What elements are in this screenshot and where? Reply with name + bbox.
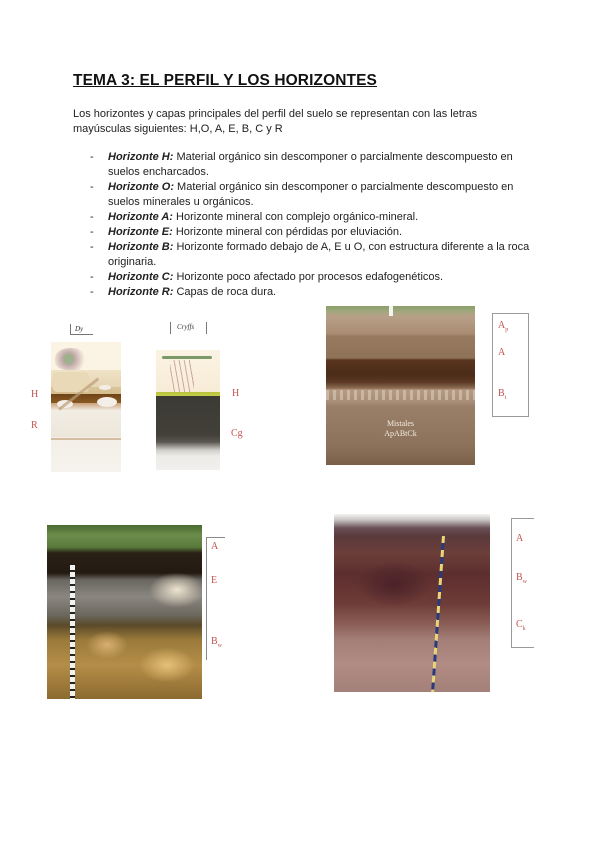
post-marker [389,306,393,316]
horizon-label: $B_w$ [211,636,223,649]
horizon-label-box [492,313,529,417]
intro-paragraph: Los horizontes y capas principales del perfil del suelo se representan con las letras mayúsculas siguientes: H,O, A, E, B, C y R [73,108,478,135]
horizon-desc: Horizonte poco afectado por procesos edafogenéticos. [173,271,444,283]
bullet-dash: - [90,181,94,193]
plant-drawing [170,360,194,392]
horizon-list [90,150,530,300]
horizon-term: Horizonte O: [108,181,174,193]
measuring-pole [431,536,445,692]
bullet-dash: - [90,151,94,163]
horizon-label: $B_t$ [498,388,507,401]
horizon-item-c [90,270,530,285]
caption-cryffs: Cryffs [170,322,207,334]
grass-drawing [162,356,212,359]
page-title: TEMA 3: EL PERFIL Y LOS HORIZONTES [73,72,377,89]
horizon-term: Horizonte B: [108,241,174,253]
bullet-dash: - [90,271,94,283]
horizon-label: R [31,420,38,431]
horizon-item-a [90,210,530,225]
horizon-label: $A_p$ [498,320,509,333]
horizon-term: Horizonte E: [108,226,173,238]
horizon-label: $C_k$ [516,619,526,632]
pebble-drawing [99,385,111,390]
soil-photo-mistales [326,306,475,465]
plant-drawing [55,348,89,370]
horizon-label: H [31,389,39,400]
horizon-desc: Horizonte formado debajo de A, E u O, con estructura diferente a la roca originaria. [108,241,530,268]
photo-overlay-text: Mistales [386,419,415,428]
calcium-nodules [326,390,475,400]
bullet-dash: - [90,286,94,298]
horizon-desc: Horizonte mineral con complejo orgánico-mineral. [172,211,419,223]
soil-photo-calcic [334,514,490,692]
rock-fracture [51,438,121,440]
horizon-desc: Material orgánico sin descomponer o parcialmente descompuesto en suelos encharcados. [108,151,513,178]
measuring-ruler [70,565,75,699]
horizon-label: A [516,533,524,544]
horizon-term: Horizonte H: [108,151,174,163]
horizon-term: Horizonte R: [108,286,174,298]
soil-illustration-dy [51,342,121,472]
photo-overlay-text: ApABtCk [384,429,417,438]
soil-illustration-cryffs [156,350,220,470]
horizon-item-b [90,240,530,270]
caption-dy: Dy [70,324,93,335]
bullet-dash: - [90,241,94,253]
bullet-dash: - [90,211,94,223]
soil-photo-podzol [47,525,202,699]
pebble-drawing [97,397,117,407]
horizon-item-e [90,225,530,240]
horizon-label: A [498,347,506,358]
horizon-item-h [90,150,530,180]
horizon-term: Horizonte C: [108,271,174,283]
bullet-dash: - [90,226,94,238]
horizon-label: Cg [231,428,243,439]
horizon-item-o [90,180,530,210]
horizon-term: Horizonte A: [108,211,173,223]
horizon-desc: Capas de roca dura. [173,286,277,298]
horizon-item-r [90,285,530,300]
horizon-label: A [211,541,219,552]
horizon-label-box [511,518,534,648]
horizon-label: H [232,388,240,399]
horizon-label: $B_w$ [516,572,528,585]
horizon-desc: Material orgánico sin descomponer o parcialmente descompuesto en suelos minerales u orgánicos. [108,181,514,208]
horizon-desc: Horizonte mineral con pérdidas por eluviación. [172,226,403,238]
horizon-label: E [211,575,218,586]
